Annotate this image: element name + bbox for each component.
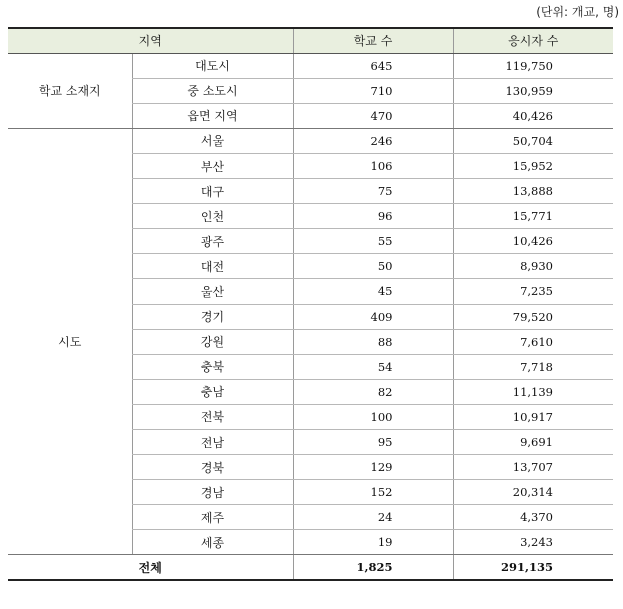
applicant-count: 7,235 [453,279,613,304]
region-name: 제주 [132,505,293,530]
applicant-count: 9,691 [453,430,613,455]
region-name: 세종 [132,530,293,555]
school-count: 75 [293,179,453,204]
applicant-count: 7,718 [453,354,613,379]
region-name: 대구 [132,179,293,204]
table-row [8,128,613,153]
region-name: 대전 [132,254,293,279]
total-school-count: 1,825 [293,555,453,580]
table-header-row [8,28,613,53]
region-name: 인천 [132,204,293,229]
region-name: 광주 [132,229,293,254]
applicant-count: 13,707 [453,455,613,480]
school-count: 50 [293,254,453,279]
applicant-count: 7,610 [453,329,613,354]
region-name: 경북 [132,455,293,480]
applicant-count: 10,917 [453,404,613,429]
region-name: 충북 [132,354,293,379]
applicant-count: 79,520 [453,304,613,329]
total-row [8,555,613,580]
header-applicants: 응시자 수 [453,28,613,53]
applicant-count: 11,139 [453,379,613,404]
school-count: 100 [293,404,453,429]
school-count: 129 [293,455,453,480]
table-body [8,53,613,580]
region-name: 충남 [132,379,293,404]
school-count: 710 [293,78,453,103]
total-applicant-count: 291,135 [453,555,613,580]
applicant-count: 4,370 [453,505,613,530]
school-count: 152 [293,480,453,505]
school-count: 246 [293,128,453,153]
region-name: 경기 [132,304,293,329]
region-name: 부산 [132,153,293,178]
school-count: 82 [293,379,453,404]
region-name: 중 소도시 [132,78,293,103]
school-count: 24 [293,505,453,530]
applicant-count: 130,959 [453,78,613,103]
group-label: 학교 소재지 [8,53,132,128]
applicant-count: 15,952 [453,153,613,178]
region-name: 전북 [132,404,293,429]
region-name: 전남 [132,430,293,455]
school-count: 470 [293,103,453,128]
table-row [8,53,613,78]
group-label: 시도 [8,128,132,555]
region-name: 대도시 [132,53,293,78]
region-name: 서울 [132,128,293,153]
applicant-count: 3,243 [453,530,613,555]
school-count: 409 [293,304,453,329]
school-count: 95 [293,430,453,455]
school-count: 54 [293,354,453,379]
applicant-count: 20,314 [453,480,613,505]
school-count: 645 [293,53,453,78]
school-count: 55 [293,229,453,254]
school-count: 106 [293,153,453,178]
school-count: 45 [293,279,453,304]
applicant-count: 40,426 [453,103,613,128]
region-name: 강원 [132,329,293,354]
applicant-count: 8,930 [453,254,613,279]
school-count: 88 [293,329,453,354]
applicant-count: 50,704 [453,128,613,153]
region-name: 경남 [132,480,293,505]
region-name: 울산 [132,279,293,304]
school-applicant-table [8,27,613,581]
header-schools: 학교 수 [293,28,453,53]
applicant-count: 119,750 [453,53,613,78]
applicant-count: 15,771 [453,204,613,229]
school-count: 96 [293,204,453,229]
school-count: 19 [293,530,453,555]
header-region: 지역 [8,28,293,53]
applicant-count: 10,426 [453,229,613,254]
applicant-count: 13,888 [453,179,613,204]
region-name: 읍면 지역 [132,103,293,128]
total-label: 전체 [8,555,293,580]
unit-note: (단위: 개교, 명) [536,5,619,19]
